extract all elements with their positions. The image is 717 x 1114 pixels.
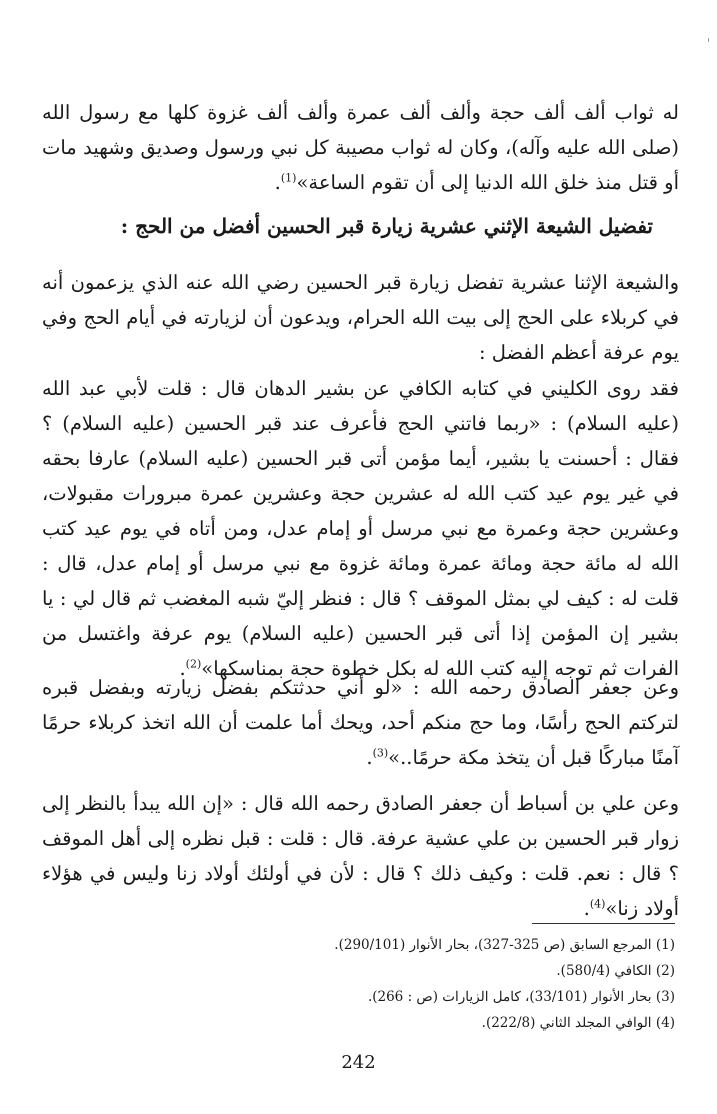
footnote-1: (1) المرجع السابق (ص 325-327)، بحار الأنوار (290/101). [334, 937, 675, 953]
footnote-4: (4) الوافي المجلد الثاني (222/8). [481, 1015, 675, 1031]
scan-mark [708, 38, 709, 42]
footnote-ref-2[interactable]: (2) [185, 657, 202, 671]
footnote-2: (2) الكافي (580/4). [556, 963, 675, 979]
paragraph-4: وعن جعفر الصادق رحمه الله : «لو أني حدثتكم بفضل زيارته وبفضل قبره لتركتم الحج رأسًا، وما حج منكم أحد، ويحك أما علمت أن الله اتخذ كربلاء حرمًا آمنًا مباركًا قبل أن يتخذ مكة حرمًا..»$^{(3)}$. [42, 676, 679, 769]
page-number: 242 [341, 1052, 376, 1073]
footnote-ref-1[interactable]: (1) [280, 171, 297, 185]
paragraph-5: وعن علي بن أسباط أن جعفر الصادق رحمه الله قال : «إن الله يبدأ بالنظر إلى زوار قبر الحسين بن علي عشية عرفة. قال : قلت : قبل نظره إلى أهل الموقف ؟ قال : نعم. قلت : وكيف ذلك ؟ قال : لأن في أولئك أولاد زنا وليس في هؤلاء أولاد زنا»$^{(4)}$. [42, 792, 679, 920]
paragraph-3: فقد روى الكليني في كتابه الكافي عن بشير الدهان قال : قلت لأبي عبد الله (عليه السلام) : «ربما فاتني الحج فأعرف عند قبر الحسين (عليه السلام) ؟ فقال : أحسنت يا بشير، أيما مؤمن أتى قبر الحسين (عليه السلام) عارفا بحقه في غير يوم عيد كتب الله له عشرين حجة وعشرين عمرة مبرورات مقبولات، وعشرين حجة وعمرة مع نبي مرسل أو إمام عدل، ومن أتاه في يوم عيد كتب الله له مائة حجة ومائة عمرة ومائة غزوة مع نبي مرسل أو إمام عدل، قال : قلت له : كيف لي بمثل الموقف ؟ قال : فنظر إليّ شبه المغضب ثم قال لي : يا بشير إن المؤمن إذا أتى قبر الحسين (عليه السلام) يوم عرفة واغتسل من الفرات ثم توجه إليه كتب الله له بكل خطوة حجة بمناسكها»$^{(2)}$. [42, 377, 679, 680]
paragraph-2: والشيعة الإثنا عشرية تفضل زيارة قبر الحسين رضي الله عنه الذي يزعمون أنه في كربلاء على الحج إلى بيت الله الحرام، ويدعون أن لزيارته في أيام الحج وفي يوم عرفة أعظم الفضل : [42, 271, 679, 364]
footnote-ref-3[interactable]: (3) [372, 746, 389, 760]
section-heading: تفضيل الشيعة الإثني عشرية زيارة قبر الحسين أفضل من الحج : [120, 214, 653, 238]
paragraph-1: له ثواب ألف ألف حجة وألف ألف عمرة وألف ألف غزوة كلها مع رسول الله (صلى الله عليه وآله)، وكان له ثواب مصيبة كل نبي ورسول وصديق وشهيد مات أو قتل منذ خلق الله الدنيا إلى أن تقوم الساعة»$^{(1)}$. [42, 101, 679, 194]
footnote-ref-4[interactable]: (4) [589, 897, 606, 911]
footnotes-list [42, 932, 675, 1036]
footnote-separator [532, 923, 675, 924]
footnote-3: (3) بحار الأنوار (33/101)، كامل الزيارات (ص : 266). [367, 989, 675, 1005]
